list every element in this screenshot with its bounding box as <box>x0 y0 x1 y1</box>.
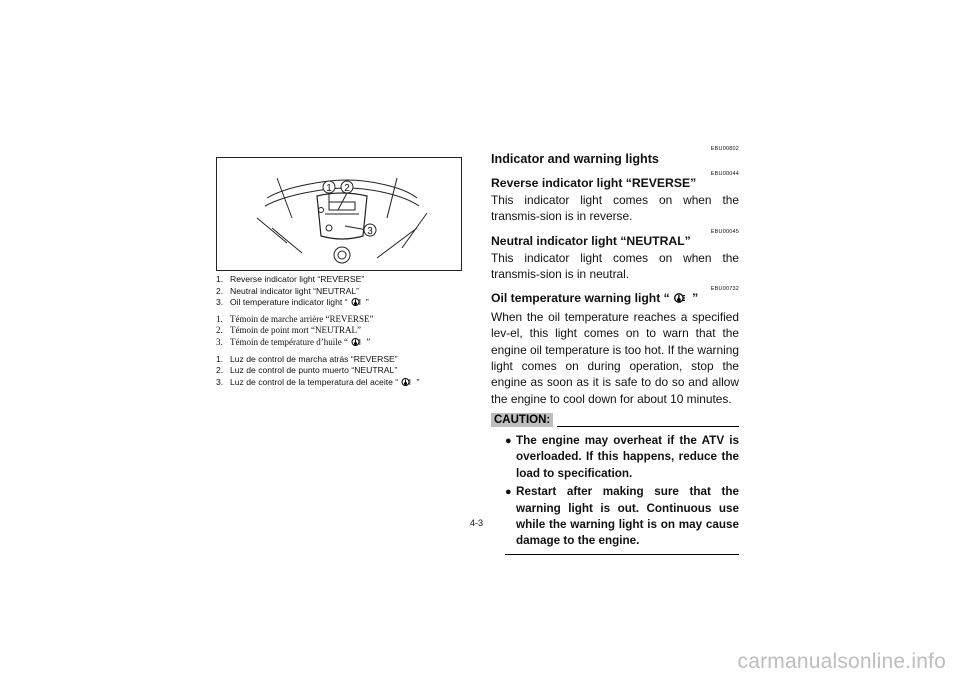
oil-temperature-icon <box>401 377 411 391</box>
caption-fr-2: 2. Témoin de point mort “NEUTRAL” <box>216 325 361 336</box>
section-code: EBU00045 <box>710 228 739 235</box>
section-code: EBU00732 <box>710 286 739 293</box>
heading-oil-temperature-light: Oil temperature warning light “ ” <box>491 291 739 308</box>
oil-temperature-icon <box>673 292 686 308</box>
caution-item: ● Restart after making sure that the warning light is out. Continuous use while the warning light is on may cause damage to the engine. <box>505 485 739 548</box>
caution-top-rule <box>557 426 739 427</box>
figure-captions <box>216 274 466 393</box>
captions-english <box>216 274 466 311</box>
caution-item: ● The engine may overheat if the ATV is overloaded. If this happens, reduce the load to specification. <box>505 433 739 480</box>
caution-bottom-rule <box>505 554 739 555</box>
captions-spanish <box>216 354 466 391</box>
caption-fr-1: 1. Témoin de marche arrière “REVERSE” <box>216 313 374 324</box>
caption-es-2: 2. Luz de control de punto muerto “NEUTRAL” <box>216 365 398 376</box>
bullet-icon: ● <box>505 434 512 447</box>
section-code: EBU00044 <box>710 171 739 177</box>
heading-reverse-light: Reverse indicator light “REVERSE” <box>491 176 697 190</box>
watermark: carmanualsonline.info <box>737 650 946 673</box>
oil-temperature-icon <box>351 337 361 351</box>
caption-en-1: 1. Reverse indicator light “REVERSE” <box>216 274 365 284</box>
heading-neutral-light: Neutral indicator light “NEUTRAL” <box>491 233 691 248</box>
caption-fr-3: 3. Témoin de température d’huile “ ” <box>216 337 466 351</box>
caption-en-3: 3. Oil temperature indicator light “ ” <box>216 297 466 311</box>
paragraph-neutral: This indicator light comes on when the transmis-sion is in neutral. <box>491 250 739 281</box>
page-number: 4-3 <box>470 518 484 528</box>
section-code: EBU00802 <box>710 146 739 152</box>
callout-1: 1 <box>326 183 332 194</box>
caution-label: CAUTION: <box>491 413 553 427</box>
captions-french <box>216 314 466 351</box>
section-title-indicator-lights: Indicator and warning lights <box>491 152 659 166</box>
paragraph-reverse: This indicator light comes on when the transmis-sion is in reverse. <box>491 193 739 224</box>
caption-es-3: 3. Luz de control de la temperatura del aceite “ ” <box>216 377 466 391</box>
caution-list <box>505 433 739 550</box>
caption-es-1: 1. Luz de control de marcha atrás “REVERSE” <box>216 353 398 364</box>
callout-2: 2 <box>344 183 350 194</box>
dashboard-illustration <box>217 158 462 271</box>
caption-en-2: 2. Neutral indicator light “NEUTRAL” <box>216 285 359 296</box>
right-column <box>491 146 739 555</box>
paragraph-oil-temperature: When the oil temperature reaches a specified lev-el, this light comes on to warn that the engine oil temperature is too hot. If the warning light comes on during operation, stop the engine as soon as it is safe to do so and allow the engine to cool down for about 10 minutes. <box>491 310 739 406</box>
callout-3: 3 <box>367 226 373 237</box>
caution-header <box>491 413 739 429</box>
oil-temperature-icon <box>351 297 361 311</box>
dashboard-figure <box>216 157 462 271</box>
bullet-icon: ● <box>505 486 512 499</box>
